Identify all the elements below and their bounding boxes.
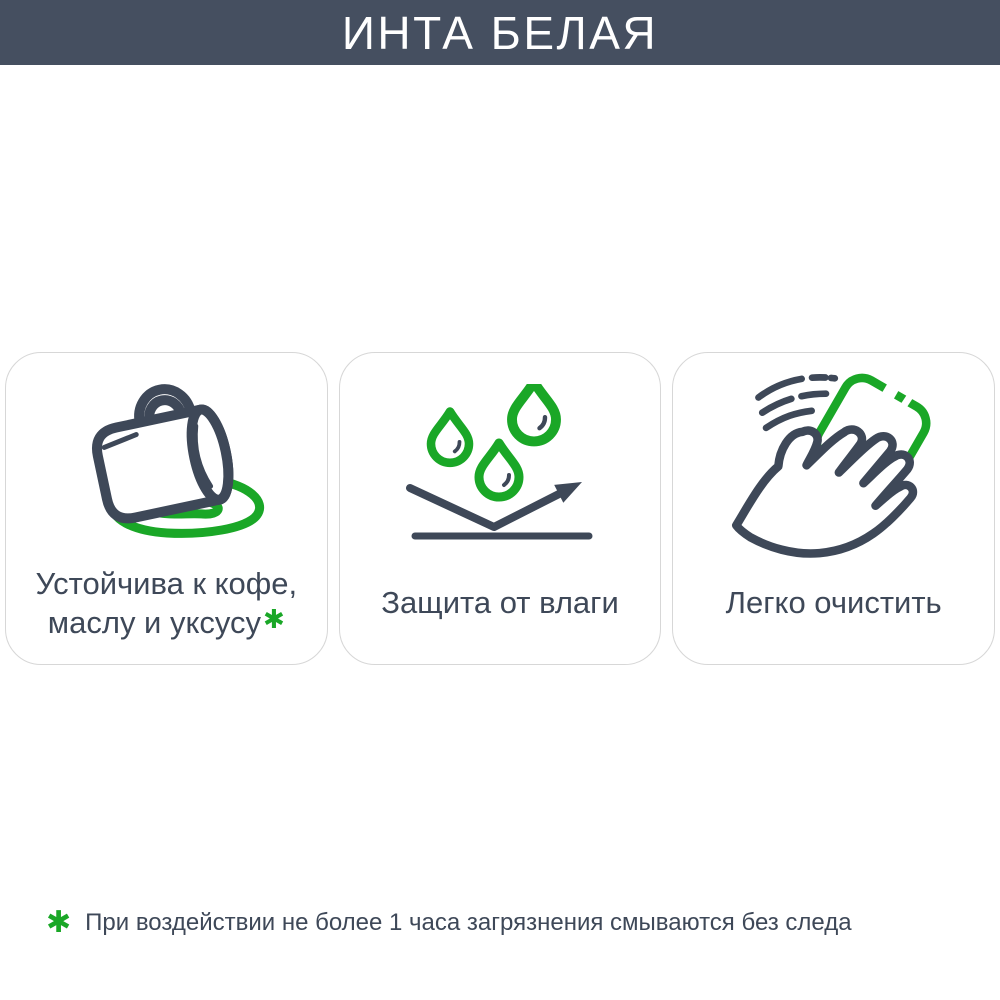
product-title: ИНТА БЕЛАЯ	[341, 6, 659, 59]
feature-card-stain-resistance	[5, 352, 328, 665]
caption-line-1: Защита от влаги	[381, 585, 619, 620]
hand-wipe-icon	[724, 369, 943, 559]
caption-line-2: маслу и уксусу	[47, 604, 262, 640]
header-bar	[0, 0, 1000, 65]
water-repel-icon	[400, 384, 600, 544]
feature-card-moisture-protection	[339, 352, 662, 665]
hand-wipe-icon	[724, 369, 943, 559]
footnote	[46, 905, 852, 940]
feature-caption	[726, 559, 942, 646]
feature-card-easy-cleaning	[672, 352, 995, 665]
caption-line-1: Устойчива к кофе,	[35, 565, 298, 601]
water-repel-icon	[400, 369, 600, 559]
caption-line-1: Легко очистить	[725, 585, 942, 620]
spilled-cup-icon	[51, 379, 281, 549]
feature-caption	[36, 559, 298, 646]
footnote-marker: ✱	[263, 604, 285, 635]
caption-text	[36, 564, 298, 642]
footnote-text: При воздействии не более 1 часа загрязнения смываются без следа	[85, 909, 852, 936]
feature-cards	[5, 352, 995, 665]
footnote-marker: ✱	[46, 905, 72, 940]
feature-caption	[381, 559, 619, 646]
spilled-cup-icon	[51, 369, 281, 559]
